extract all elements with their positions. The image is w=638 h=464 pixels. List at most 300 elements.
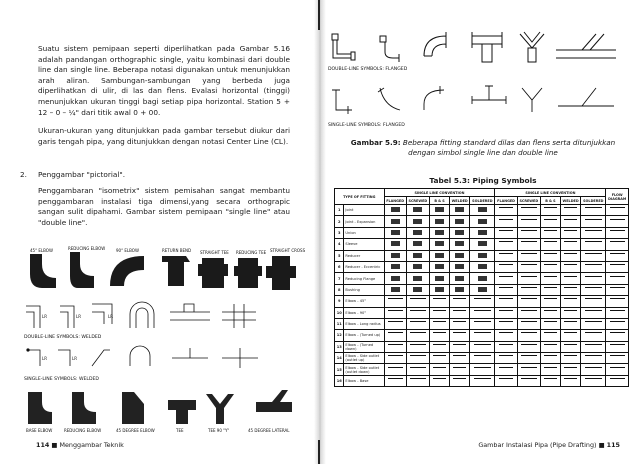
row-number: 11: [335, 318, 344, 329]
pipe-symbol-icon: [540, 205, 560, 216]
fitting-name: Reducing Flange: [344, 273, 384, 284]
pipe-symbol-icon: [430, 330, 450, 341]
pipe-symbol-icon: [384, 273, 406, 284]
pipe-symbol-icon: [406, 216, 429, 227]
flow-diagram-symbol: [606, 205, 629, 216]
subheader: B & S: [540, 197, 560, 205]
pipe-symbol-icon: [384, 364, 406, 375]
reducing-elbow-icon: [70, 252, 94, 288]
label-90-elbow: 90° ELBOW: [116, 248, 139, 253]
pipe-symbol-icon: [430, 205, 450, 216]
pipe-symbol-icon: [581, 318, 606, 329]
fitting-name: Elbow - Side outlet (outlet up): [344, 353, 384, 364]
subheader: WELDED: [560, 197, 580, 205]
table-caption: Tabel 5.3: Piping Symbols: [429, 176, 537, 185]
pipe-symbol-icon: [450, 239, 470, 250]
label-return-bend: RETURN BEND: [162, 248, 192, 253]
pipe-symbol-icon: [406, 307, 429, 318]
header-single-line-1: SINGLE LINE CONVENTION: [384, 189, 495, 197]
flow-diagram-symbol: [606, 261, 629, 272]
table-row: [335, 284, 629, 295]
pipe-symbol-icon: [430, 261, 450, 272]
pipe-symbol-icon: [450, 250, 470, 261]
paragraph-isometric: Penggambaran "isometrix" sistem pemisahan sangat membantu penggambaran instalasi tiga dimensi,yang secara orthograpic sangan sulit dipahami. Gambar sistem pemipaan "single line" atau "double line".: [38, 186, 290, 227]
pipe-symbol-icon: [430, 307, 450, 318]
pipe-symbol-icon: [384, 375, 406, 386]
pipe-symbol-icon: [560, 205, 580, 216]
pipe-symbol-icon: [406, 205, 429, 216]
pipe-symbol-icon: [517, 227, 540, 238]
pipe-symbol-icon: [540, 227, 560, 238]
pipe-symbol-icon: [406, 296, 429, 307]
flow-diagram-symbol: [606, 239, 629, 250]
binding-mark: [318, 0, 320, 30]
row-number: 10: [335, 307, 344, 318]
label-tee-y: TEE 90 "Y": [208, 428, 230, 433]
pipe-symbol-icon: [540, 353, 560, 364]
table-row: [335, 216, 629, 227]
chapter-title: Gambar Instalasi Pipa (Pipe Drafting): [478, 441, 597, 449]
dl-tee-icon: [170, 304, 210, 320]
flow-diagram-symbol: [606, 353, 629, 364]
pipe-symbol-icon: [430, 318, 450, 329]
pipe-symbol-icon: [517, 205, 540, 216]
subheader: SOLDERED: [470, 197, 495, 205]
pipe-symbol-icon: [517, 261, 540, 272]
pipe-symbol-icon: [470, 296, 495, 307]
base-elbow-icon: [28, 392, 52, 424]
pipe-symbol-icon: [517, 296, 540, 307]
row-number: 3: [335, 227, 344, 238]
pipe-symbol-icon: [517, 273, 540, 284]
header-flow-diagram: FLOW DIAGRAM: [606, 189, 629, 205]
pipe-symbol-icon: [581, 261, 606, 272]
label-tee-b: TEE: [176, 428, 184, 433]
pipe-symbol-icon: [581, 239, 606, 250]
pipe-symbol-icon: [581, 353, 606, 364]
label-straight-cross: STRAIGHT CROSS: [270, 248, 306, 253]
pipe-symbol-icon: [517, 216, 540, 227]
pipe-symbol-icon: [384, 341, 406, 352]
binding-mark-bottom: [318, 440, 320, 464]
double-line-flanged-row: [332, 32, 616, 62]
pipe-symbol-icon: [470, 330, 495, 341]
dl-flanged-tee-icon: [472, 32, 502, 62]
table-row: [335, 261, 629, 272]
table-row: [335, 375, 629, 386]
label-lr-5: LR: [72, 356, 78, 361]
header-type-of-fitting: TYPE OF FITTING: [335, 189, 385, 205]
pipe-symbol-icon: [470, 216, 495, 227]
pipe-symbol-icon: [430, 296, 450, 307]
pipe-symbol-icon: [470, 261, 495, 272]
pipe-symbol-icon: [560, 261, 580, 272]
tee-bottom-icon: [168, 400, 196, 424]
subheader: SCREWED: [406, 197, 429, 205]
single-line-welded-caption: SINGLE-LINE SYMBOLS: WELDED: [24, 377, 99, 382]
pipe-symbol-icon: [560, 375, 580, 386]
pipe-symbol-icon: [540, 330, 560, 341]
row-number: 13: [335, 341, 344, 352]
pipe-symbol-icon: [560, 307, 580, 318]
pipe-symbol-icon: [470, 353, 495, 364]
pipe-symbol-icon: [384, 330, 406, 341]
row-number: 1: [335, 205, 344, 216]
table-row: [335, 307, 629, 318]
row-number: 15: [335, 364, 344, 375]
pipe-symbol-icon: [470, 239, 495, 250]
sl-flanged-lateral-icon: [558, 88, 614, 106]
label-straight-tee: STRAIGHT TEE: [200, 250, 229, 255]
pipe-symbol-icon: [450, 296, 470, 307]
fitting-name: Elbow - (Turned down): [344, 341, 384, 352]
pipe-symbol-icon: [495, 261, 517, 272]
pipe-symbol-icon: [517, 364, 540, 375]
pipe-symbol-icon: [450, 284, 470, 295]
pipe-symbol-icon: [406, 353, 429, 364]
footer-bullet: ■: [51, 441, 60, 449]
pipe-symbol-icon: [406, 330, 429, 341]
fitting-name: Sleeve: [344, 239, 384, 250]
pipe-symbol-icon: [470, 364, 495, 375]
flow-diagram-symbol: [606, 284, 629, 295]
flanged-fittings-figure: [324, 26, 638, 138]
tee-y-icon: [206, 394, 234, 424]
solid-fittings-bottom-row: [28, 390, 292, 424]
fitting-name: Elbow - Side outlet (outlet down): [344, 364, 384, 375]
solid-fittings-row: [30, 252, 296, 290]
double-line-welded-row: [26, 302, 256, 328]
label-reducing-elbow-b: REDUCING ELBOW: [64, 428, 102, 433]
subheader: SOLDERED: [581, 197, 606, 205]
pipe-symbol-icon: [495, 341, 517, 352]
pipe-symbol-icon: [581, 250, 606, 261]
flow-diagram-symbol: [606, 318, 629, 329]
return-bend-icon: [162, 256, 190, 286]
sl-flanged-y-icon: [522, 88, 542, 112]
header-single-line-2: SINGLE LINE CONVENTION: [495, 189, 606, 197]
pipe-symbol-icon: [517, 284, 540, 295]
flow-diagram-symbol: [606, 307, 629, 318]
fitting-name: Joint - Expansion: [344, 216, 384, 227]
label-reducing-tee: REDUCING TEE: [236, 250, 267, 255]
label-lr-4: LR: [42, 356, 48, 361]
row-number: 2: [335, 216, 344, 227]
fitting-name: Elbow - 45°: [344, 296, 384, 307]
pipe-symbol-icon: [450, 318, 470, 329]
pipe-symbol-icon: [495, 227, 517, 238]
straight-tee-icon: [198, 258, 228, 288]
pipe-symbol-icon: [430, 227, 450, 238]
list-number: 2.: [20, 170, 27, 179]
label-reducing-elbow: REDUCING ELBOW: [68, 246, 106, 251]
sl-45-icon: [92, 350, 110, 366]
dl-flanged-90-icon: [424, 32, 446, 56]
pipe-symbol-icon: [384, 205, 406, 216]
sl-flanged-90-icon: [424, 86, 444, 110]
table-row: [335, 250, 629, 261]
pipe-symbol-icon: [450, 227, 470, 238]
pipe-symbol-icon: [470, 205, 495, 216]
sl-cross-icon: [222, 348, 258, 368]
pipe-symbol-icon: [406, 284, 429, 295]
sl-flanged-45-icon: [378, 88, 400, 110]
elbow-90-icon: [110, 256, 144, 286]
pipe-symbol-icon: [470, 273, 495, 284]
pipe-symbol-icon: [450, 261, 470, 272]
pipe-symbol-icon: [581, 296, 606, 307]
pipe-symbol-icon: [450, 330, 470, 341]
footer-left: [36, 441, 124, 449]
pipe-symbol-icon: [560, 250, 580, 261]
pipe-symbol-icon: [430, 375, 450, 386]
pipe-symbol-icon: [581, 307, 606, 318]
table-body: [335, 205, 629, 387]
pipe-symbol-icon: [406, 239, 429, 250]
pipe-symbol-icon: [384, 318, 406, 329]
pipe-symbol-icon: [517, 307, 540, 318]
row-number: 6: [335, 261, 344, 272]
pipe-symbol-icon: [450, 205, 470, 216]
pipe-symbol-icon: [406, 364, 429, 375]
pipe-symbol-icon: [470, 341, 495, 352]
pipe-symbol-icon: [384, 227, 406, 238]
pipe-symbol-icon: [470, 307, 495, 318]
label-lr-1: LR: [42, 314, 48, 319]
fitting-name: Reducer - Eccentric: [344, 261, 384, 272]
subheader: B & S: [430, 197, 450, 205]
row-number: 14: [335, 353, 344, 364]
pipe-symbol-icon: [581, 205, 606, 216]
pipe-symbol-icon: [560, 353, 580, 364]
fitting-name: Union: [344, 227, 384, 238]
pipe-symbol-icon: [384, 216, 406, 227]
pipe-symbol-icon: [560, 239, 580, 250]
pipe-symbol-icon: [430, 364, 450, 375]
pipe-symbol-icon: [384, 239, 406, 250]
book-title: Menggambar Teknik: [59, 441, 124, 449]
subheader: FLANGED: [384, 197, 406, 205]
dl-flanged-45-icon: [380, 36, 399, 62]
elbow-45-icon: [30, 254, 56, 288]
figure-caption-text: Beberapa fitting standard dilas dan flens serta ditunjukkan dengan simbol single line dan double line: [402, 138, 616, 157]
pipe-symbol-icon: [581, 284, 606, 295]
dl-reducing-elbow-icon: [60, 306, 74, 328]
pipe-symbol-icon: [450, 364, 470, 375]
pipe-symbol-icon: [495, 239, 517, 250]
table-row: [335, 341, 629, 352]
pipe-symbol-icon: [540, 318, 560, 329]
footer-right: [478, 441, 620, 449]
table-row: [335, 364, 629, 375]
list-item-title: Penggambar "pictorial".: [38, 170, 126, 179]
fitting-name: Elbow - Long radius: [344, 318, 384, 329]
pipe-symbol-icon: [495, 205, 517, 216]
flow-diagram-symbol: [606, 216, 629, 227]
pipe-symbol-icon: [581, 375, 606, 386]
pipe-symbol-icon: [581, 227, 606, 238]
dl-elbow-icon: [26, 306, 40, 328]
pipe-symbol-icon: [495, 307, 517, 318]
dl-return-bend-icon: [130, 302, 154, 328]
pipe-symbol-icon: [384, 250, 406, 261]
table-row: [335, 296, 629, 307]
pipe-symbol-icon: [406, 227, 429, 238]
pipe-symbol-icon: [406, 273, 429, 284]
pipe-symbol-icon: [560, 318, 580, 329]
piping-symbols-table: [334, 188, 629, 387]
pipe-symbol-icon: [560, 216, 580, 227]
pipe-symbol-icon: [560, 364, 580, 375]
fitting-name: Reducer: [344, 250, 384, 261]
table-row: [335, 353, 629, 364]
table-row: [335, 227, 629, 238]
pipe-symbol-icon: [430, 239, 450, 250]
label-lr-2: LR: [76, 314, 82, 319]
single-line-flanged-caption: SINGLE-LINE SYMBOLS: FLANGED: [328, 123, 405, 128]
flow-diagram-symbol: [606, 330, 629, 341]
pipe-symbol-icon: [470, 318, 495, 329]
row-number: 9: [335, 296, 344, 307]
fitting-name: Bushing: [344, 284, 384, 295]
pipe-symbol-icon: [540, 364, 560, 375]
pipe-symbol-icon: [540, 216, 560, 227]
reducing-elbow-bottom-icon: [72, 392, 96, 424]
table-row: [335, 273, 629, 284]
table-row: [335, 318, 629, 329]
label-lr-3: LR: [108, 314, 114, 319]
fitting-name: Elbow - 90°: [344, 307, 384, 318]
pipe-symbol-icon: [450, 341, 470, 352]
elbow-45-bottom-icon: [122, 392, 144, 424]
pipe-symbol-icon: [430, 341, 450, 352]
pipe-symbol-icon: [540, 239, 560, 250]
pipe-symbol-icon: [450, 273, 470, 284]
dl-cross-icon: [222, 304, 256, 328]
pipe-symbol-icon: [540, 273, 560, 284]
flow-diagram-symbol: [606, 364, 629, 375]
pipe-symbol-icon: [517, 330, 540, 341]
flow-diagram-symbol: [606, 227, 629, 238]
label-45-elbow-b: 45 DEGREE ELBOW: [116, 428, 155, 433]
label-base-elbow: BASE ELBOW: [26, 428, 53, 433]
paragraph-orthographic: Suatu sistem pemipaan seperti diperlihatkan pada Gambar 5.16 adalah pandangan orthographic single, yaitu kombinasi dari double line dan single line. Beberapa notasi digunakan untuk menunjukkan arah aliran. Sambungan-sambungan yang berbeda juga diperlihatkan di ulir, di las dan flens. Evalasi horizontal (tinggi) menunjukkan ukuran tinggi bagi setiap pipa horizontal. Station 5 + 12 – 0 – ¼" dari titik awal 0 + 00.: [38, 44, 290, 117]
table-row: [335, 239, 629, 250]
pipe-symbol-icon: [430, 353, 450, 364]
pipe-symbol-icon: [540, 375, 560, 386]
subheader: SCREWED: [517, 197, 540, 205]
sl-elbow-icon: [28, 350, 40, 366]
pipe-symbol-icon: [560, 284, 580, 295]
pipe-symbol-icon: [495, 353, 517, 364]
fittings-figure: [22, 246, 312, 442]
pipe-symbol-icon: [495, 284, 517, 295]
pipe-symbol-icon: [560, 273, 580, 284]
pipe-symbol-icon: [406, 341, 429, 352]
figure-caption: [348, 138, 618, 158]
pipe-symbol-icon: [450, 375, 470, 386]
pipe-symbol-icon: [384, 296, 406, 307]
flow-diagram-symbol: [606, 375, 629, 386]
pipe-symbol-icon: [517, 318, 540, 329]
pipe-symbol-icon: [517, 375, 540, 386]
pipe-symbol-icon: [581, 364, 606, 375]
page-number-left: 114: [36, 441, 50, 449]
pipe-symbol-icon: [495, 216, 517, 227]
paragraph-center-line: Ukuran-ukuran yang ditunjukkan pada gambar tersebut diukur dari garis tengah pipa, yang ditunjukkan dengan notasi Center Line (CL).: [38, 126, 290, 146]
pipe-symbol-icon: [450, 307, 470, 318]
pipe-symbol-icon: [560, 330, 580, 341]
pipe-symbol-icon: [581, 216, 606, 227]
pipe-symbol-icon: [560, 341, 580, 352]
pipe-symbol-icon: [495, 330, 517, 341]
dl-flanged-y-icon: [520, 32, 544, 62]
reducing-tee-icon: [234, 258, 262, 288]
pipe-symbol-icon: [495, 375, 517, 386]
pipe-symbol-icon: [517, 250, 540, 261]
figure-caption-label: Gambar 5.9:: [350, 138, 401, 147]
pipe-symbol-icon: [540, 261, 560, 272]
pipe-symbol-icon: [406, 261, 429, 272]
pipe-symbol-icon: [581, 273, 606, 284]
pipe-symbol-icon: [495, 318, 517, 329]
single-line-flanged-row: [332, 86, 614, 114]
lateral-45-icon: [256, 390, 292, 412]
pipe-symbol-icon: [450, 353, 470, 364]
label-lateral: 45 DEGREE LATERAL: [248, 428, 290, 433]
pipe-symbol-icon: [540, 296, 560, 307]
straight-cross-icon: [266, 256, 296, 290]
row-number: 5: [335, 250, 344, 261]
label-45-elbow: 45° ELBOW: [30, 248, 53, 253]
double-line-flanged-caption: DOUBLE-LINE SYMBOLS: FLANGED: [328, 67, 408, 72]
pipe-symbol-icon: [517, 353, 540, 364]
pipe-symbol-icon: [540, 307, 560, 318]
single-line-welded-row: [27, 346, 258, 368]
sl-return-bend-icon: [130, 346, 150, 366]
pipe-symbol-icon: [430, 273, 450, 284]
sl-flanged-tee-icon: [472, 86, 506, 104]
pipe-symbol-icon: [470, 375, 495, 386]
pipe-symbol-icon: [495, 250, 517, 261]
dl-flanged-elbow-icon: [332, 34, 355, 60]
pipe-symbol-icon: [406, 250, 429, 261]
pipe-symbol-icon: [581, 341, 606, 352]
pipe-symbol-icon: [517, 341, 540, 352]
subheader: WELDED: [450, 197, 470, 205]
pipe-symbol-icon: [430, 250, 450, 261]
flow-diagram-symbol: [606, 273, 629, 284]
pipe-symbol-icon: [470, 284, 495, 295]
fitting-name: Joint: [344, 205, 384, 216]
pipe-symbol-icon: [430, 216, 450, 227]
flow-diagram-symbol: [606, 250, 629, 261]
table-row: [335, 205, 629, 216]
pipe-symbol-icon: [430, 284, 450, 295]
pipe-symbol-icon: [581, 330, 606, 341]
fitting-name: Elbow - (Turned up): [344, 330, 384, 341]
right-page: [324, 0, 638, 464]
flow-diagram-symbol: [606, 341, 629, 352]
pipe-symbol-icon: [540, 250, 560, 261]
pipe-symbol-icon: [540, 284, 560, 295]
pipe-symbol-icon: [560, 296, 580, 307]
pipe-symbol-icon: [495, 364, 517, 375]
pipe-symbol-icon: [406, 375, 429, 386]
sl-reducing-elbow-icon: [58, 350, 70, 366]
pipe-symbol-icon: [406, 318, 429, 329]
left-page: [0, 0, 316, 464]
